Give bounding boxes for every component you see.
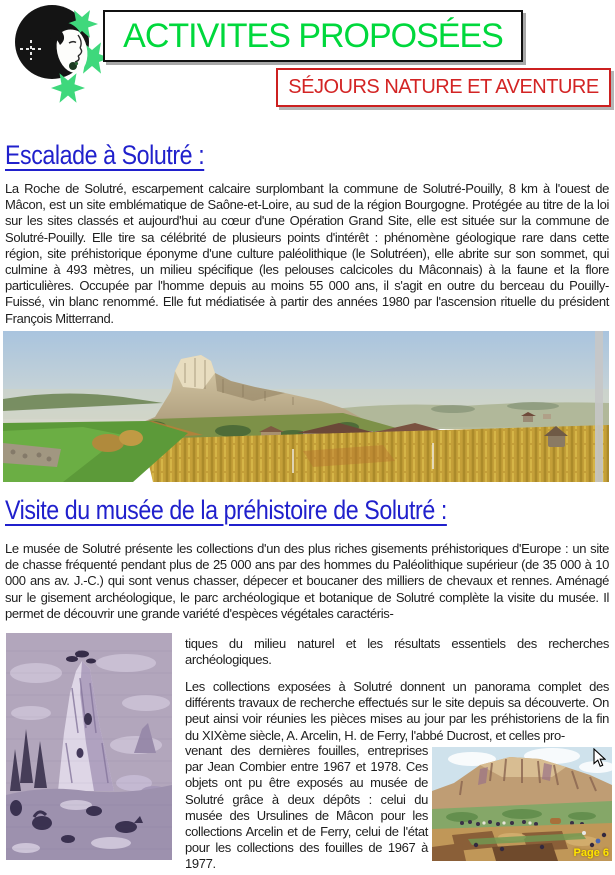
watercolor-image (432, 747, 612, 861)
mouse-cursor (593, 748, 606, 768)
engraving-image (6, 633, 172, 860)
solutre-landscape-photo (3, 331, 609, 482)
logo-face-stars-graphic (12, 2, 108, 108)
escalade-paragraph: La Roche de Solutré, escarpement calcaire surplombant la commune de Solutré-Pouilly, 8 km à l'ouest de Mâcon, est un site emblématique de Saône-et-Loire, au sud de la région Bourgogne. Protégée au titre de la loi sur les sites classés et aujourd'hui au cœur d'une Opération Grand Site, elle est située sur la commune de Solutré-Pouilly. Elle tire sa célébrité de plusieurs points d'intérêt : phénomène géologique rare dans cette région, site préhistorique éponyme d'une culture paléolithique (le Solutréen), elle abrite sur son sommet, qui culmine à 493 mètres, un milieu spécifique (les pelouses calcicoles du Mâconnais) à la faune et la flore particulières. Occupée par l'homme depuis au moins 55 000 ans, il s'agit en outre du berceau du Pouilly-Fuissé, vin blanc renommé. Elle fut médiatisée à partir des années 1980 par l'ascension rituelle du président François Mitterrand. (5, 181, 609, 326)
musee-paragraph-wrap1: tiques du milieu naturel et les résultats essentiels des recherches archéologiques. (185, 636, 609, 668)
engraving-graphic (6, 633, 172, 860)
page-title-box (103, 10, 523, 62)
section-heading-musee: Visite du musée de la préhistoire de Solutré : (5, 495, 447, 525)
musee-paragraph-intro: Le musée de Solutré présente les collections d'un des plus riches gisements préhistoriques d'Europe : un site de chasse fréquenté pendant plus de 25 000 ans par des hommes du Paléolithique supérieur (de 35 000 à 10 000 ans av. J.-C.) qui sont venus chasser, dépecer et boucaner des milliers de chevaux et rennes. Aménagé sur le gisement archéologique, le parc archéologique et botanique de Solutré complète la visite du musée. Il permet de découvrir une grande variété d'espèces végétales caractéris- (5, 541, 609, 621)
section-heading-escalade: Escalade à Solutré : (5, 140, 205, 170)
page-subtitle-box (276, 68, 611, 107)
page-subtitle: SÉJOURS NATURE ET AVENTURE (288, 76, 599, 98)
landscape-photo-graphic (3, 331, 609, 482)
page-number-label: Page 6 (573, 847, 609, 859)
musee-paragraph-wrap2: Les collections exposées à Solutré donnent un panorama complet des différents travaux de recherche effectués sur le site depuis sa découverte. On peut ainsi voir réunies les pièces mises au jour par les préhistoriens de la fin du XIXème siècle, A. Arcelin, H. de Ferry, l'abbé Ducrost, et celles pro- (185, 679, 609, 743)
watercolor-graphic (432, 747, 612, 861)
page-title: ACTIVITES PROPOSÉES (123, 16, 503, 55)
association-logo (12, 2, 108, 108)
cursor-arrow-icon (593, 748, 606, 768)
musee-paragraph-wrap3: venant des dernières fouilles, entreprises par Jean Combier entre 1967 et 1978. Ces objets ont pu être exposés au musée de Solutré grâce à deux dépôts : celui du musée des Ursulines de Mâcon pour les collections Arcelin et de Ferry, celui de l'état pour les collections des fouilles de 1967 à 1977. (185, 743, 428, 872)
